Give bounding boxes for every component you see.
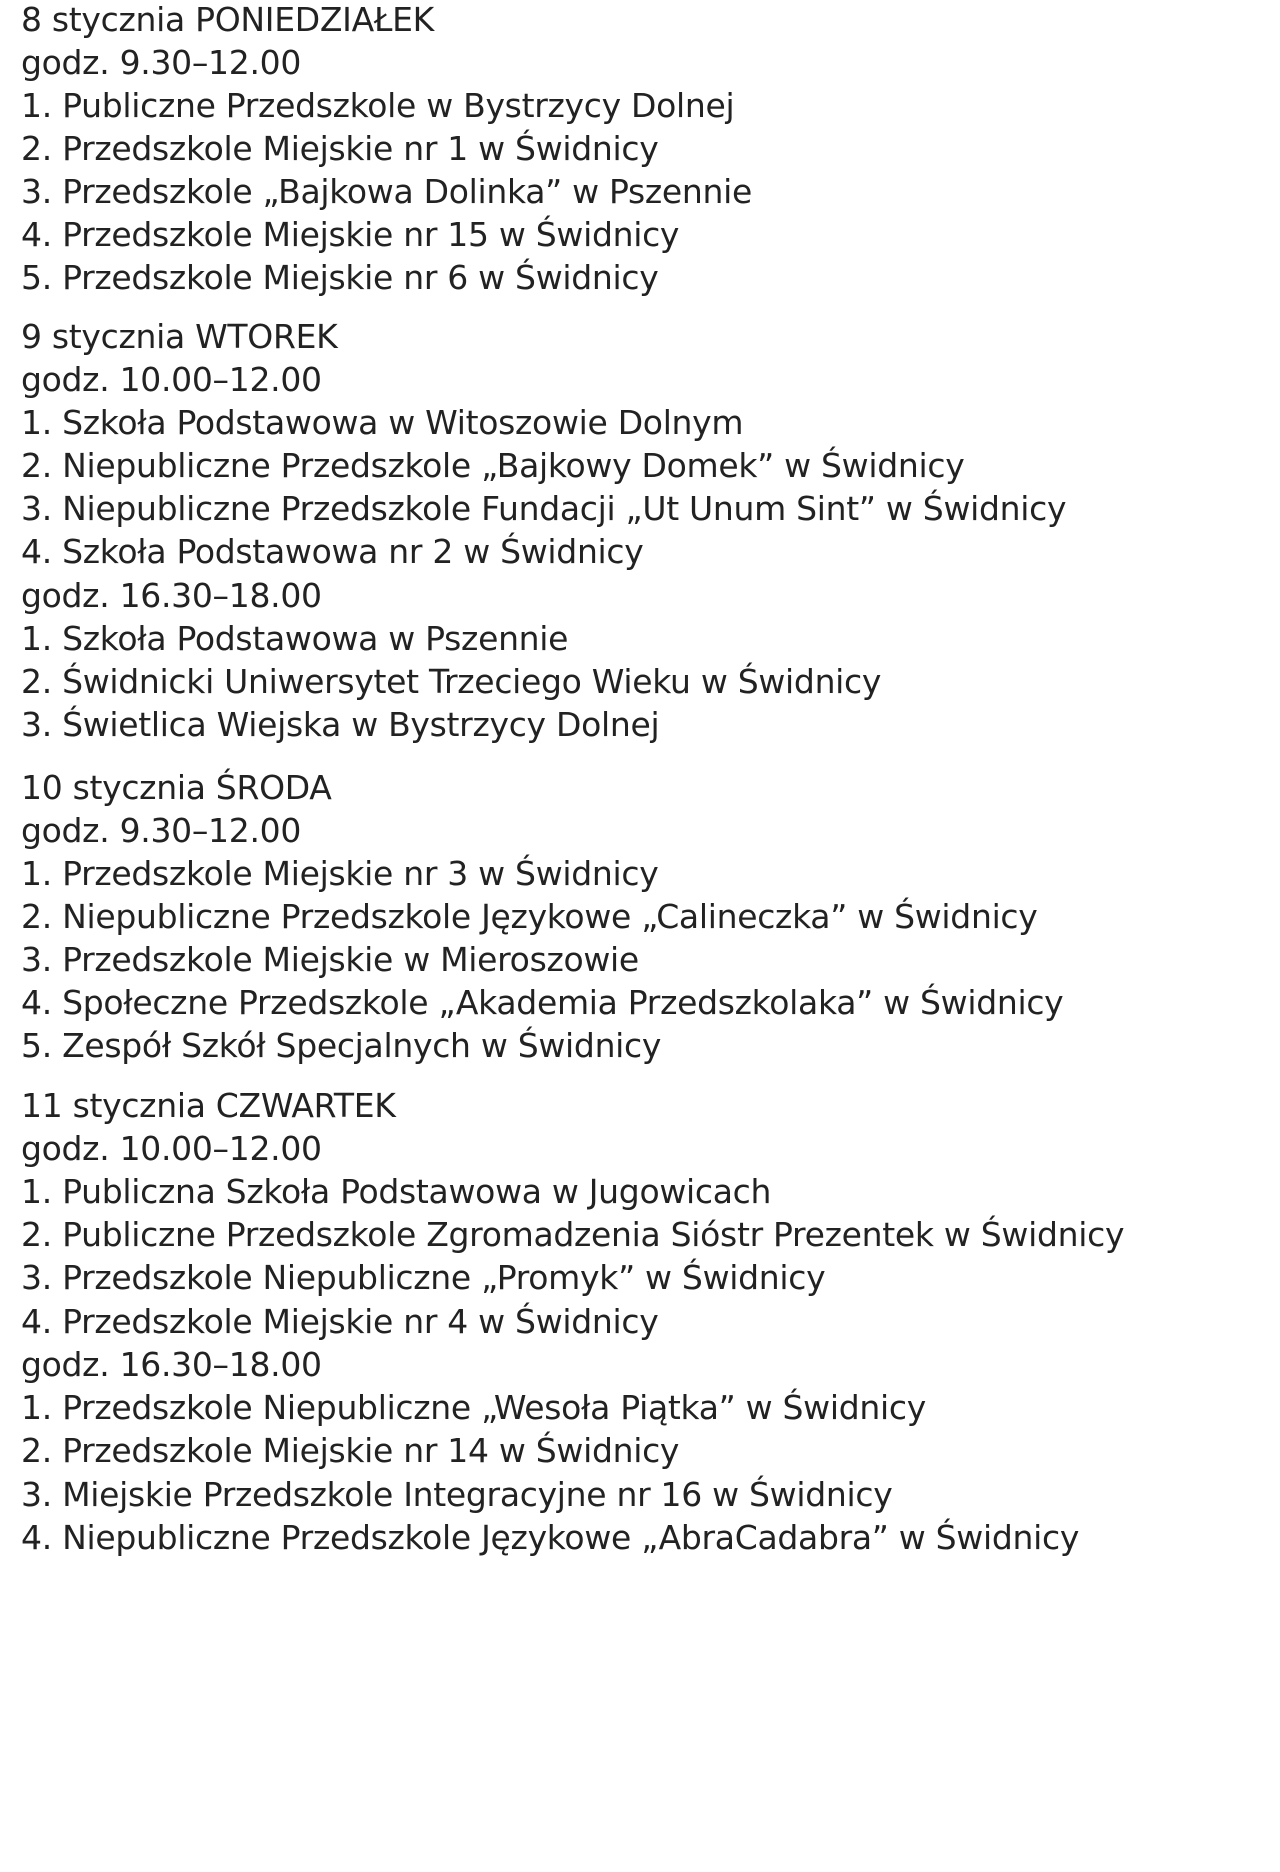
list-item: 3. Miejskie Przedszkole Integracyjne nr 16 w Świdnicy: [21, 1475, 893, 1514]
list-item: 3. Świetlica Wiejska w Bystrzycy Dolnej: [21, 705, 660, 744]
list-item: 1. Przedszkole Niepubliczne „Wesoła Piątka” w Świdnicy: [21, 1388, 926, 1427]
list-item: 3. Przedszkole „Bajkowa Dolinka” w Pszennie: [21, 172, 753, 211]
time-slot: godz. 9.30–12.00: [21, 811, 302, 850]
list-item: 2. Niepubliczne Przedszkole Językowe „Calineczka” w Świdnicy: [21, 897, 1038, 936]
list-item: 2. Przedszkole Miejskie nr 14 w Świdnicy: [21, 1431, 680, 1470]
list-item: 4. Przedszkole Miejskie nr 15 w Świdnicy: [21, 215, 680, 254]
list-item: 1. Przedszkole Miejskie nr 3 w Świdnicy: [21, 854, 659, 893]
list-item: 4. Społeczne Przedszkole „Akademia Przedszkolaka” w Świdnicy: [21, 983, 1064, 1022]
list-item: 2. Publiczne Przedszkole Zgromadzenia Sióstr Prezentek w Świdnicy: [21, 1215, 1125, 1254]
list-item: 5. Zespół Szkół Specjalnych w Świdnicy: [21, 1026, 662, 1065]
list-item: 3. Przedszkole Miejskie w Mieroszowie: [21, 940, 639, 979]
time-slot: godz. 10.00–12.00: [21, 360, 322, 399]
list-item: 4. Przedszkole Miejskie nr 4 w Świdnicy: [21, 1302, 659, 1341]
day-heading: 11 stycznia CZWARTEK: [21, 1086, 396, 1125]
list-item: 1. Szkoła Podstawowa w Witoszowie Dolnym: [21, 403, 744, 442]
list-item: 4. Niepubliczne Przedszkole Językowe „AbraCadabra” w Świdnicy: [21, 1518, 1080, 1557]
list-item: 2. Świdnicki Uniwersytet Trzeciego Wieku w Świdnicy: [21, 662, 882, 701]
day-heading: 9 stycznia WTOREK: [21, 317, 338, 356]
list-item: 1. Szkoła Podstawowa w Pszennie: [21, 619, 569, 658]
list-item: 1. Publiczne Przedszkole w Bystrzycy Dolnej: [21, 86, 735, 125]
list-item: 3. Przedszkole Niepubliczne „Promyk” w Świdnicy: [21, 1258, 826, 1297]
time-slot: godz. 9.30–12.00: [21, 43, 302, 82]
day-heading: 8 stycznia PONIEDZIAŁEK: [21, 0, 435, 39]
time-slot: godz. 16.30–18.00: [21, 576, 322, 615]
list-item: 2. Niepubliczne Przedszkole „Bajkowy Domek” w Świdnicy: [21, 446, 965, 485]
list-item: 1. Publiczna Szkoła Podstawowa w Jugowicach: [21, 1172, 772, 1211]
day-heading: 10 stycznia ŚRODA: [21, 768, 332, 807]
list-item: 2. Przedszkole Miejskie nr 1 w Świdnicy: [21, 129, 659, 168]
list-item: 3. Niepubliczne Przedszkole Fundacji „Ut Unum Sint” w Świdnicy: [21, 489, 1067, 528]
list-item: 4. Szkoła Podstawowa nr 2 w Świdnicy: [21, 532, 644, 571]
time-slot: godz. 16.30–18.00: [21, 1345, 322, 1384]
list-item: 5. Przedszkole Miejskie nr 6 w Świdnicy: [21, 258, 659, 297]
time-slot: godz. 10.00–12.00: [21, 1129, 322, 1168]
